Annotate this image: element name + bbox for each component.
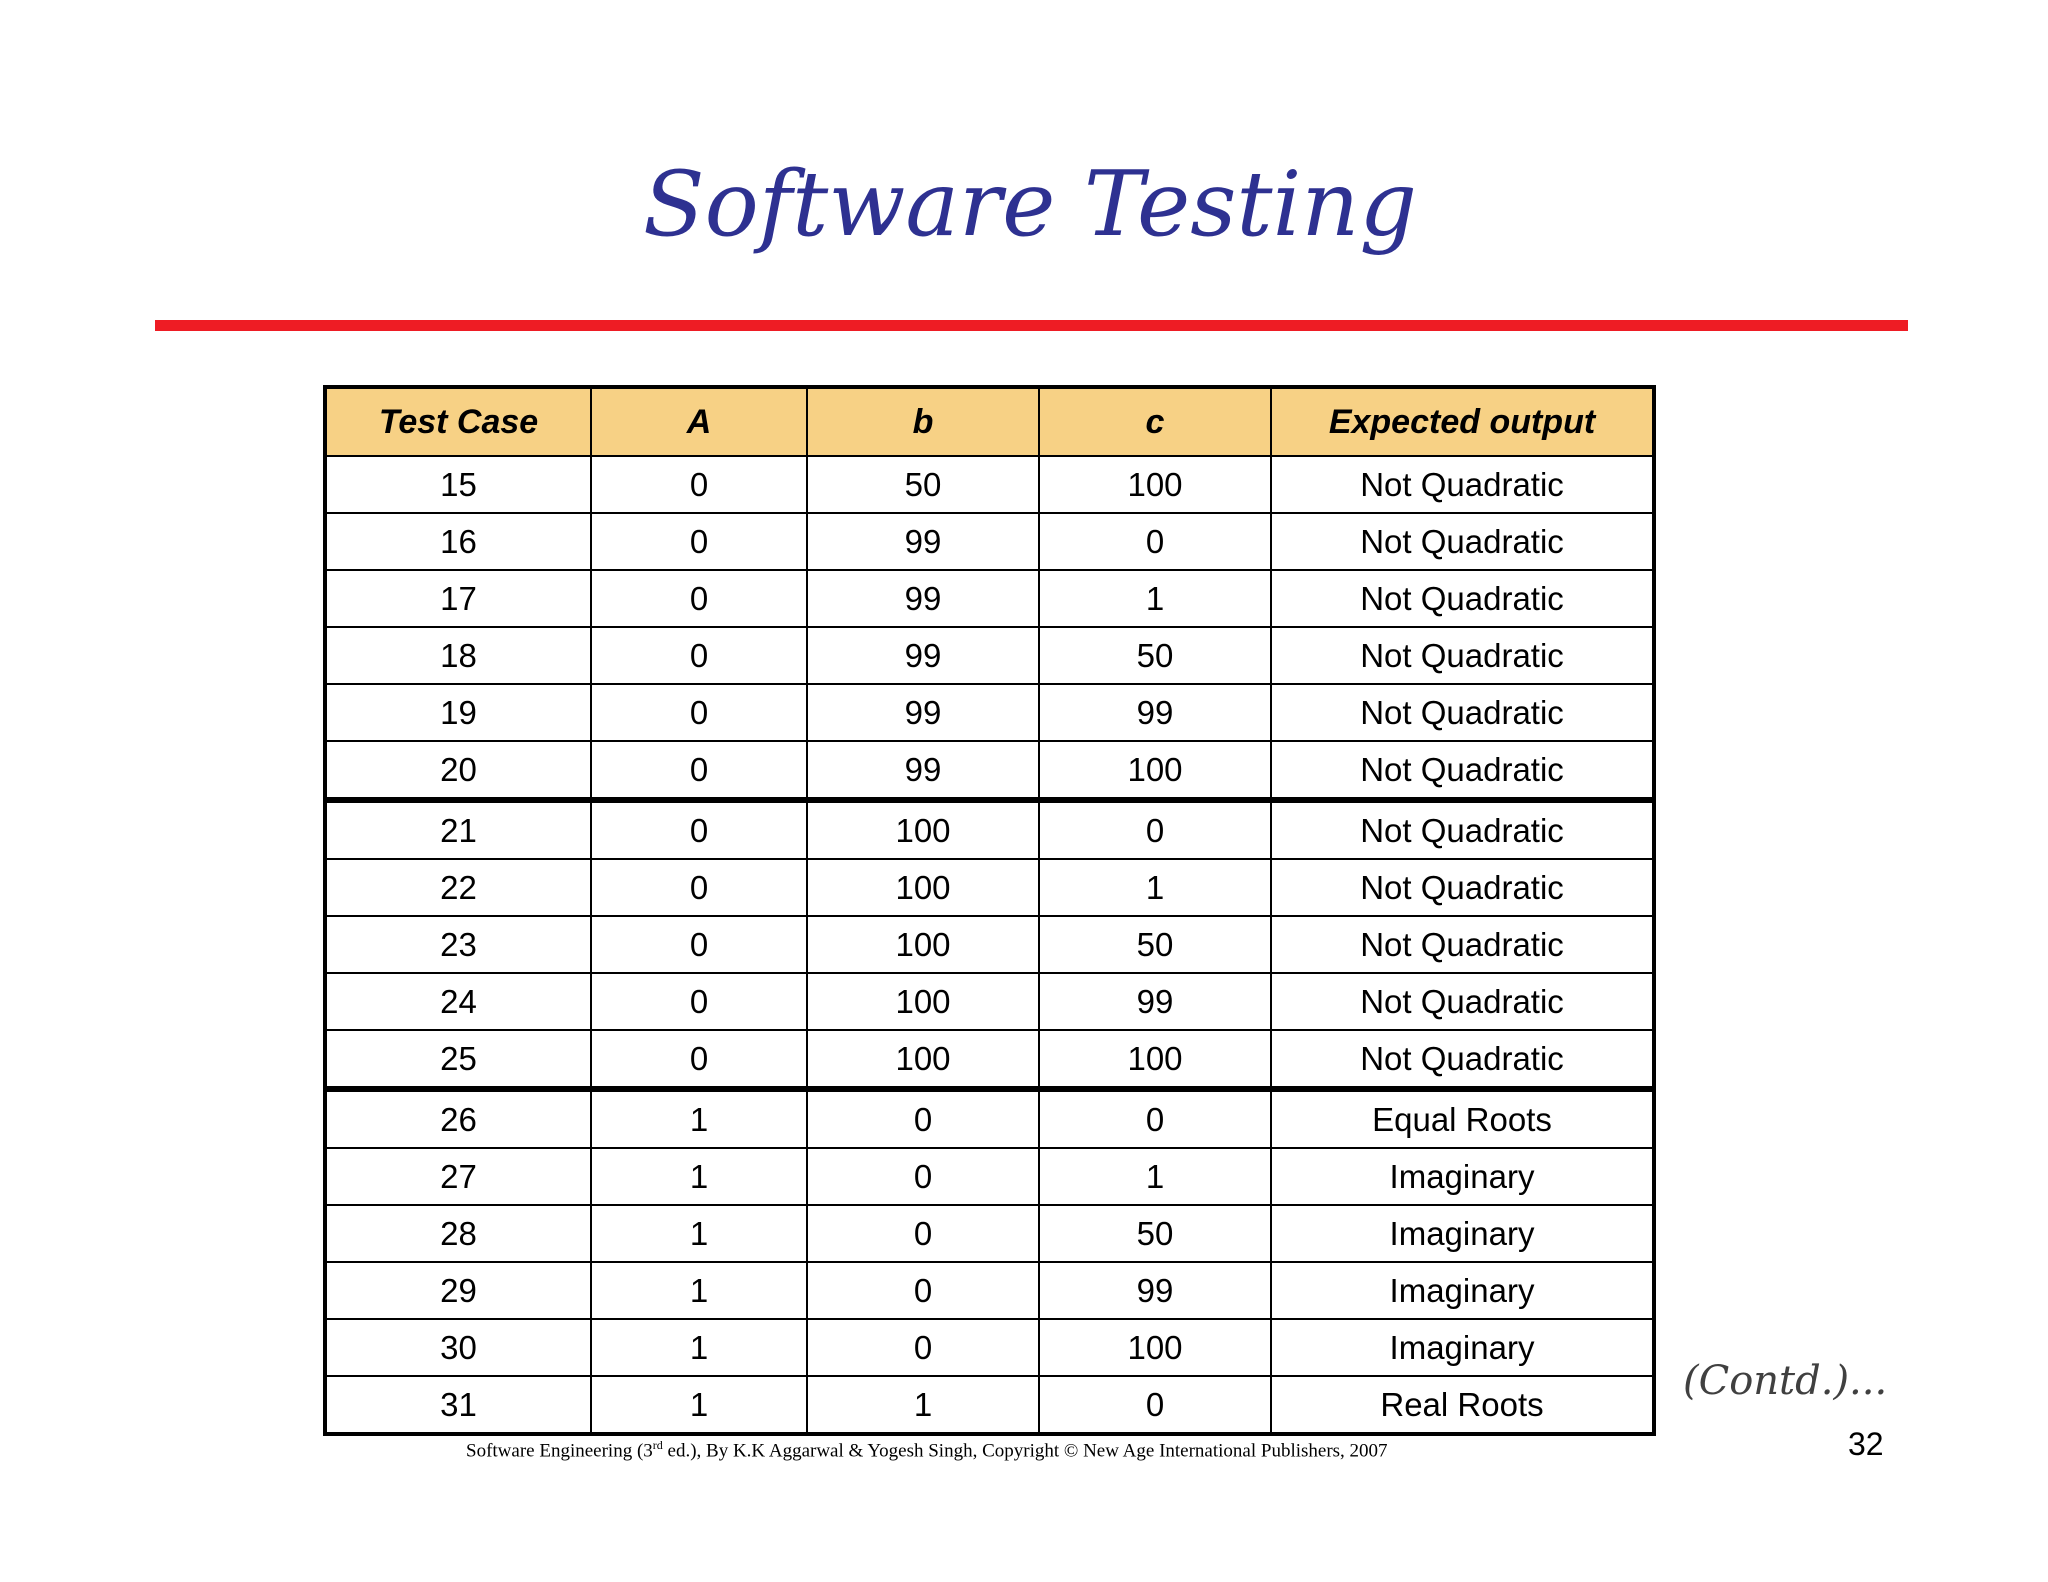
cell-a: 1 (591, 1262, 807, 1319)
cell-test-case: 30 (325, 1319, 591, 1376)
cell-expected-output: Imaginary (1271, 1262, 1654, 1319)
cell-b: 99 (807, 513, 1039, 570)
cell-b: 99 (807, 627, 1039, 684)
cell-test-case: 16 (325, 513, 591, 570)
header-expected-output: Expected output (1271, 387, 1654, 456)
cell-expected-output: Not Quadratic (1271, 741, 1654, 800)
cell-c: 0 (1039, 800, 1271, 859)
cell-c: 1 (1039, 1148, 1271, 1205)
table-row (325, 1376, 1654, 1434)
cell-test-case: 20 (325, 741, 591, 800)
header-c: c (1039, 387, 1271, 456)
table-row (325, 1030, 1654, 1089)
cell-c: 0 (1039, 1089, 1271, 1148)
cell-b: 99 (807, 684, 1039, 741)
table-row (325, 684, 1654, 741)
table-row (325, 916, 1654, 973)
cell-expected-output: Real Roots (1271, 1376, 1654, 1434)
cell-c: 0 (1039, 513, 1271, 570)
cell-a: 1 (591, 1319, 807, 1376)
cell-b: 0 (807, 1148, 1039, 1205)
header-a: A (591, 387, 807, 456)
cell-a: 0 (591, 627, 807, 684)
table-row (325, 1205, 1654, 1262)
cell-b: 0 (807, 1205, 1039, 1262)
cell-c: 99 (1039, 684, 1271, 741)
cell-test-case: 23 (325, 916, 591, 973)
table-row (325, 1262, 1654, 1319)
cell-expected-output: Not Quadratic (1271, 859, 1654, 916)
cell-test-case: 19 (325, 684, 591, 741)
cell-c: 1 (1039, 570, 1271, 627)
cell-a: 0 (591, 800, 807, 859)
table-body (325, 456, 1654, 1434)
cell-c: 100 (1039, 456, 1271, 513)
table-header-row (325, 387, 1654, 456)
table-row (325, 973, 1654, 1030)
cell-c: 50 (1039, 627, 1271, 684)
cell-a: 0 (591, 1030, 807, 1089)
cell-c: 50 (1039, 916, 1271, 973)
cell-b: 0 (807, 1089, 1039, 1148)
cell-expected-output: Equal Roots (1271, 1089, 1654, 1148)
cell-a: 0 (591, 570, 807, 627)
cell-expected-output: Not Quadratic (1271, 627, 1654, 684)
cell-test-case: 29 (325, 1262, 591, 1319)
cell-expected-output: Not Quadratic (1271, 916, 1654, 973)
header-b: b (807, 387, 1039, 456)
cell-test-case: 21 (325, 800, 591, 859)
cell-expected-output: Not Quadratic (1271, 456, 1654, 513)
page-number: 32 (1848, 1426, 1884, 1462)
cell-b: 0 (807, 1262, 1039, 1319)
cell-a: 0 (591, 684, 807, 741)
cell-expected-output: Imaginary (1271, 1319, 1654, 1376)
cell-test-case: 26 (325, 1089, 591, 1148)
cell-test-case: 31 (325, 1376, 591, 1434)
cell-test-case: 24 (325, 973, 591, 1030)
cell-test-case: 17 (325, 570, 591, 627)
cell-expected-output: Not Quadratic (1271, 1030, 1654, 1089)
cell-expected-output: Not Quadratic (1271, 684, 1654, 741)
table-row (325, 456, 1654, 513)
cell-expected-output: Not Quadratic (1271, 800, 1654, 859)
table-row (325, 741, 1654, 800)
footer-text-end: ed.), By K.K Aggarwal & Yogesh Singh, Copyright © New Age International Publishers, 2007 (662, 1440, 1388, 1462)
slide-title: Software Testing (643, 152, 1417, 257)
cell-a: 0 (591, 741, 807, 800)
cell-a: 0 (591, 916, 807, 973)
cell-test-case: 27 (325, 1148, 591, 1205)
footer-text-start: Software Engineering (3 (466, 1440, 653, 1462)
cell-expected-output: Imaginary (1271, 1148, 1654, 1205)
header-test-case: Test Case (325, 387, 591, 456)
cell-b: 99 (807, 741, 1039, 800)
table-row (325, 1319, 1654, 1376)
cell-a: 1 (591, 1376, 807, 1434)
cell-b: 1 (807, 1376, 1039, 1434)
cell-a: 0 (591, 456, 807, 513)
cell-c: 100 (1039, 1319, 1271, 1376)
cell-a: 1 (591, 1089, 807, 1148)
test-case-table (323, 385, 1656, 1436)
cell-c: 99 (1039, 1262, 1271, 1319)
table-row (325, 570, 1654, 627)
cell-a: 0 (591, 973, 807, 1030)
cell-b: 100 (807, 916, 1039, 973)
cell-c: 50 (1039, 1205, 1271, 1262)
footer-superscript: rd (652, 1438, 663, 1452)
cell-expected-output: Not Quadratic (1271, 973, 1654, 1030)
table-row (325, 800, 1654, 859)
cell-c: 1 (1039, 859, 1271, 916)
table-row (325, 1089, 1654, 1148)
table-row (325, 627, 1654, 684)
cell-c: 100 (1039, 1030, 1271, 1089)
table-row (325, 1148, 1654, 1205)
cell-a: 1 (591, 1205, 807, 1262)
cell-expected-output: Not Quadratic (1271, 513, 1654, 570)
cell-test-case: 25 (325, 1030, 591, 1089)
cell-c: 0 (1039, 1376, 1271, 1434)
cell-b: 100 (807, 800, 1039, 859)
cell-test-case: 15 (325, 456, 591, 513)
cell-a: 0 (591, 859, 807, 916)
cell-a: 1 (591, 1148, 807, 1205)
title-divider (155, 320, 1908, 331)
cell-a: 0 (591, 513, 807, 570)
cell-test-case: 18 (325, 627, 591, 684)
cell-b: 50 (807, 456, 1039, 513)
cell-b: 100 (807, 859, 1039, 916)
cell-expected-output: Imaginary (1271, 1205, 1654, 1262)
continued-label: (Contd.)... (1683, 1358, 1888, 1404)
cell-b: 100 (807, 1030, 1039, 1089)
cell-test-case: 28 (325, 1205, 591, 1262)
cell-c: 100 (1039, 741, 1271, 800)
table-row (325, 513, 1654, 570)
cell-b: 0 (807, 1319, 1039, 1376)
cell-c: 99 (1039, 973, 1271, 1030)
cell-test-case: 22 (325, 859, 591, 916)
cell-expected-output: Not Quadratic (1271, 570, 1654, 627)
table-row (325, 859, 1654, 916)
footer-credit (466, 1438, 1388, 1462)
cell-b: 99 (807, 570, 1039, 627)
cell-b: 100 (807, 973, 1039, 1030)
